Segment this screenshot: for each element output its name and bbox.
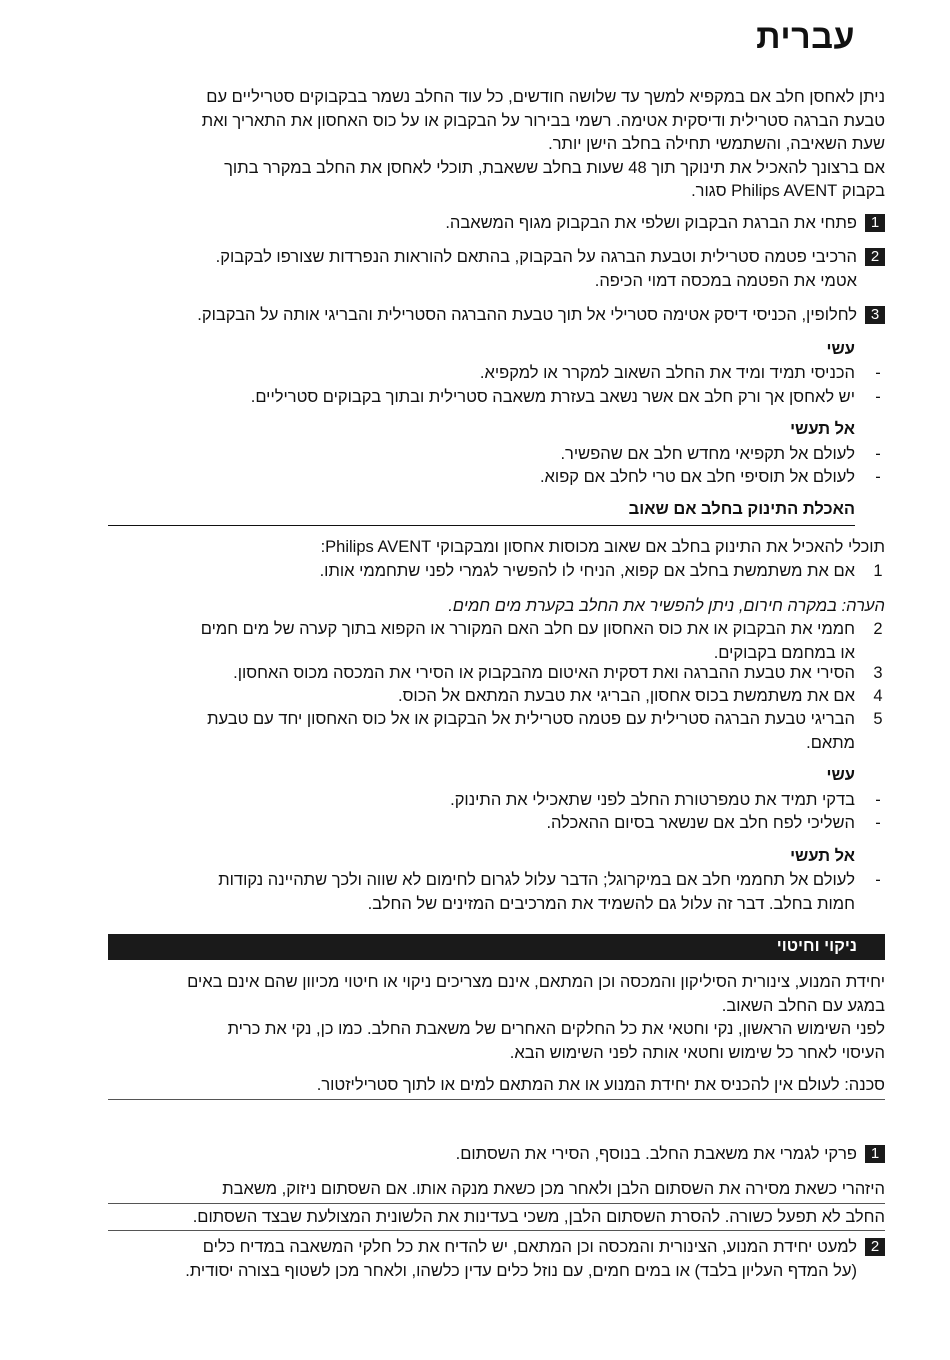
list-item: - הכניסי תמיד ומיד את החלב השאוב למקרר או למקפיא.	[479, 364, 881, 382]
cleaning-step-1: 1 פרקי לגמרי את משאבת החלב. בנוסף, הסירי את השסתום.	[60, 1143, 885, 1167]
intro-paragraph: ניתן לאחסן חלב אם במקפיא למשך עד שלושה חודשים, כל עוד החלב נשמר בבקבוקים סטריליים עם טבעת הברגה סטרילית ודיסקית אטימה. רשמי בבירור על הבקבוק או על כוס האחסון את התאריך ואת שעת השאיבה, והשתמשי תחילה בחלב הישן יותר. אם ברצונך להאכיל את תינוקך תוך 48 שעות בחלב ששאבת, תוכלי לאחסן את החלב במקרר בתוך בקבוק Philips AVENT סגור.	[201, 88, 885, 200]
page-title: עברית	[756, 18, 855, 56]
step-number: 2	[865, 248, 885, 266]
caution-warning: היזהרי כשאת מסירה את השסתום הלבן ולאחר מכן כשאת מנקה אותו. אם השסתום ניזוק, משאבת החלב לא תפעל כשורה. להסרת השסתום הלבן, משכי בעדינות את הלשונית המצולעת שבצד השסתום.	[108, 1178, 885, 1233]
feeding-intro: תוכלי להאכיל את התינוק בחלב אם שאוב מכוסות אחסון ומבקבוקי Philips AVENT:	[320, 538, 885, 556]
do-heading: עשי	[826, 766, 855, 784]
list-item: 2 חממי את הבקבוק או את כוס האחסון עם חלב האם המקורר או הקפוא בתוך קערה של מים חמים או במחמם בקבוקים.	[200, 620, 883, 662]
step-number: 1	[865, 214, 885, 232]
cleaning-intro: יחידת המנוע, צינורית הסיליקון והמכסה וכן המתאם, אינם מצריכים ניקוי או חיטוי מכיוון שהם אינם באים במגע עם החלב השאוב. לפני השימוש הראשון, נקי וחטאי את כל החלקים האחרים של משאבת החלב. כמו כן, נקי את כרית העיסוי לאחר כל שימוש וחטאי אותה לפני השימוש הבא.	[187, 973, 885, 1062]
step-number: 1	[865, 1145, 885, 1163]
cleaning-heading-bar	[108, 934, 885, 960]
list-item: - יש לאחסן אך ורק חלב אם אשר נשאב בעזרת משאבה סטרילית ובתוך בקבוקים סטריליים.	[250, 388, 881, 406]
danger-warning: סכנה: לעולם אין להכניס את יחידת המנוע או את המתאם למים או לתוך סטריליזטור.	[108, 1074, 885, 1102]
dont-heading: אל תעשי	[790, 847, 855, 865]
step-2: 2 הרכיבי פטמה סטרילית וטבעת הברגה על הבקבוק, בהתאם להוראות הנפרדות שצורפו לבקבוק. אטמי את הפטמה במכסה דמוי הכיפה.	[60, 246, 885, 293]
list-item: - השליכי לפח חלב אם שנשאר בסיום ההאכלה.	[546, 814, 881, 832]
dont-heading: אל תעשי	[790, 420, 855, 438]
list-item: 4 אם את משתמשת בכוס אחסון, הבריגי את טבעת המתאם אל הכוס.	[398, 687, 883, 705]
step-3: 3 לחלופין, הכניסי דיסק אטימה סטרילי אל תוך טבעת ההברגה הסטרילית והבריגי אותה על הבקבוק.	[60, 304, 885, 328]
do-heading: עשי	[826, 340, 855, 358]
list-item: - לעולם אל תחממי חלב אם במיקרוגל; הדבר עלול לגרום לחימום לא שווה ולכך שתהיינה נקודות חמות בחלב. דבר זה עלול גם להשמיד את המרכיבים המזינים של החלב.	[218, 871, 881, 913]
feeding-heading: האכלת התינוק בחלב אם שאוב	[108, 500, 855, 526]
list-item: 5 הבריגי טבעת הברגה סטרילית עם פטמה סטרילית אל הבקבוק או אל כוס האחסון יחד עם טבעת מתאם.	[207, 710, 883, 752]
step-number: 3	[865, 306, 885, 324]
step-number: 2	[865, 1238, 885, 1256]
step-1: 1 פתחי את הברגת הבקבוק ושלפי את הבקבוק מגוף המשאבה.	[60, 212, 885, 236]
list-item: 1 אם את משתמשת בחלב אם קפוא, הניחי לו להפשיר לגמרי לפני שתחממי אותו.	[319, 562, 883, 580]
note: הערה: במקרה חירום, ניתן להפשיר את החלב בקערת מים חמים.	[448, 597, 885, 615]
list-item: 3 הסירי את טבעת ההברגה ואת דסקית האיטום מהבקבוק או הסירי את המכסה מכוס האחסון.	[233, 664, 883, 682]
cleaning-step-2: 2 למעט יחידת המנוע, הצינורית והמכסה וכן המתאם, יש להדיח את כל חלקי המשאבה במדיח כלים (על המדף העליון בלבד) או במים חמים, עם נוזל כלים עדין כלשהו, ולאחר מכן לשטוף בצורה יסודית.	[60, 1236, 885, 1283]
list-item: - בדקי תמיד את טמפרטורת החלב לפני שתאכילי את התינוק.	[450, 791, 881, 809]
list-item: - לעולם אל תקפיאי מחדש חלב אם שהפשיר.	[560, 445, 881, 463]
list-item: - לעולם אל תוסיפי חלב אם טרי לחלב אם קפוא.	[539, 468, 881, 486]
cleaning-heading: ניקוי וחיטוי	[776, 937, 857, 955]
